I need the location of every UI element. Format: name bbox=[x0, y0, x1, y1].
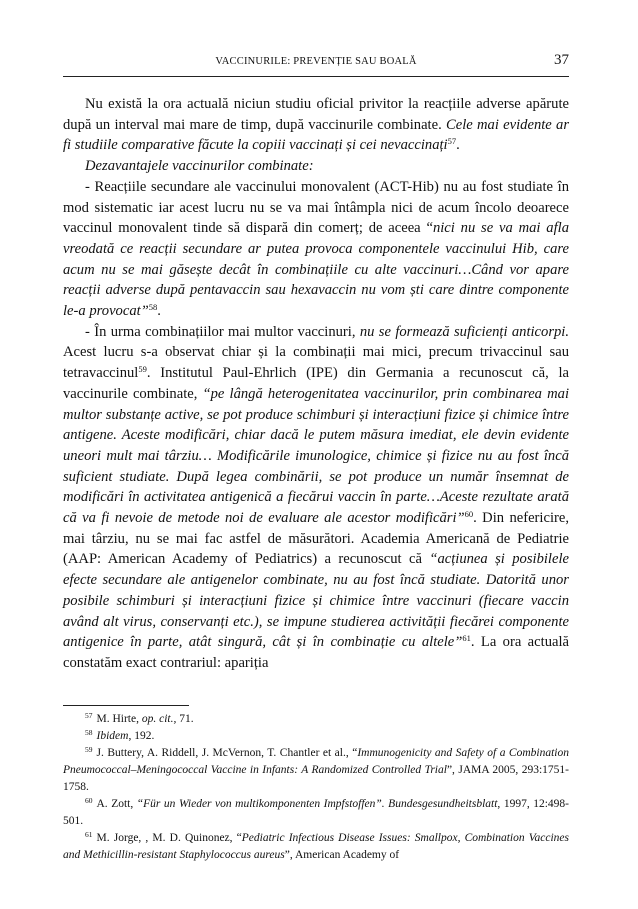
text-run: M. Jorge, , M. D. Quinonez, “ bbox=[96, 832, 242, 844]
running-title: VACCINURILE: PREVENȚIE SAU BOALĂ bbox=[215, 56, 417, 67]
italic-run: Ibidem bbox=[96, 730, 129, 742]
footnote-ref-59[interactable]: 59 bbox=[138, 364, 147, 375]
body-text bbox=[63, 94, 569, 674]
footnote-number: 57 bbox=[85, 711, 93, 720]
text-run: , 192. bbox=[128, 730, 155, 742]
footnote-ref-58[interactable]: 58 bbox=[148, 302, 158, 313]
italic-quote: “acțiunea și posibilele efecte secundare ale antigenelor combinate, nu au fost încă studiate. Datorită unor posibile schimburi și interacțiuni fizice și chimice între vaccinuri (fiecare vaccin având alt virus, conservanți etc.), se impune studierea activității fiecărei componente antigenice în parte, atât singură, cât și în combinație cu altele” bbox=[63, 551, 569, 651]
italic-run: “Für un Wieder von multikomponenten Impfstoffen”. Bundesgesundheitsblatt bbox=[136, 798, 498, 810]
footnote-number: 59 bbox=[85, 745, 93, 754]
text-run: Acest lucru s-a observat chiar și la combinații mai mici, precum trivaccinul sau tetravaccinul bbox=[63, 344, 569, 382]
paragraph-intro bbox=[63, 94, 569, 156]
text-run: M. Hirte, bbox=[96, 713, 142, 725]
footnote-divider bbox=[63, 705, 189, 706]
footnote-number: 58 bbox=[85, 728, 93, 737]
page-number: 37 bbox=[554, 52, 569, 68]
italic-run: op. cit., bbox=[141, 713, 177, 725]
italic-run: Pediatric Infectious Disease Issues: Smallpox, Combination Vaccines and Methicillin-resistant Staphylococcus aureus bbox=[63, 832, 569, 861]
footnote-59 bbox=[63, 745, 569, 796]
text-run: J. Buttery, A. Riddell, J. McVernon, T. Chantler et al., “ bbox=[96, 747, 358, 759]
text-run: . La ora actuală constatăm exact contrariul: apariția bbox=[63, 634, 569, 671]
text-run: - Reacțiile secundare ale vaccinului monovalent (ACT-Hib) nu au fost studiate în mod sistematic iar acest lucru nu se va mai întâmpla nici de acum încolo deoarece vaccinul monovalent tinde să dispară din comerț; de aceea “ bbox=[63, 178, 569, 237]
footnote-58 bbox=[63, 728, 569, 745]
page-header bbox=[63, 54, 569, 77]
text-run: , 1997, 12:498-501. bbox=[63, 798, 569, 827]
text-run: A. Zott, bbox=[96, 798, 137, 810]
italic-run: Immunogenicity and Safety of a Combination Pneumococcal–Meningococcal Vaccine in Infants: A Randomized Controlled Trial bbox=[63, 747, 569, 776]
italic-run: Cele mai evidente ar fi studiile comparative făcute la copiii vaccinați și cei nevaccinați bbox=[63, 116, 570, 154]
footnotes bbox=[63, 711, 569, 864]
subheading: Dezavantajele vaccinurilor combinate: bbox=[85, 158, 314, 175]
italic-run: nu se formează suficienți anticorpi. bbox=[359, 323, 570, 340]
footnote-number: 60 bbox=[85, 796, 93, 805]
italic-quote: nici nu se va mai afla vreodată ce reacții secundare ar putea provoca componentele vaccinului Hib, care acum nu se mai găsește decât în combinațiile cu alte vaccinuri…Când vor apare reacții adverse după pentavaccin sau hexavaccin nu vom ști care dintre componente le-a provocat” bbox=[63, 220, 569, 320]
text-run: . Din nefericire, mai târziu, nu se mai fac astfel de măsurători. Academia Americană de Pediatrie (AAP: American Academy of Pediatrics) a recunoscut că bbox=[63, 510, 569, 568]
text-run: Nu există la ora actuală niciun studiu oficial privitor la reacțiile adverse apărute după un interval mai mare de timp, după vaccinurile combinate. bbox=[63, 96, 569, 133]
text-run: . bbox=[456, 137, 460, 154]
text-run: ”, JAMA 2005, 293:1751-1758. bbox=[63, 764, 569, 793]
footnote-61 bbox=[63, 830, 569, 864]
paragraph-antibodies bbox=[63, 322, 569, 674]
paragraph-subheading bbox=[63, 156, 569, 177]
footnote-ref-60[interactable]: 60 bbox=[464, 509, 474, 520]
footnote-57 bbox=[63, 711, 569, 728]
paragraph-hib bbox=[63, 177, 569, 322]
text-run: 71. bbox=[176, 713, 194, 725]
text-run: ”, American Academy of bbox=[284, 849, 400, 861]
italic-quote: “pe lângă heterogenitatea vaccinurilor, prin combinarea mai multor substanțe active, se pot produce schimburi și interacțiuni fizice și chimice între antigene. Aceste modificări, chiar dacă le putem măsura imediat, ele devin evidente uneori mult mai târziu… Modificările imunologice, chimice și fizice nu au fost încă suficient studiate. După legea combinării, se pot produce un număr însemnat de modificări în activitatea antigenică a fiecărui vaccin în parte…Aceste rezultate arată că va fi nevoie de metode noi de evaluare ale acestor modificări” bbox=[63, 385, 569, 527]
footnote-ref-57[interactable]: 57 bbox=[447, 136, 457, 147]
footnote-ref-61[interactable]: 61 bbox=[462, 633, 471, 644]
footnote-60 bbox=[63, 796, 569, 830]
text-run: . Institutul Paul-Ehrlich (IPE) din Germania a recunoscut că, la vaccinurile combinate, bbox=[63, 365, 569, 402]
text-run: - În urma combinațiilor mai multor vaccinuri, bbox=[85, 323, 360, 340]
text-run: . bbox=[157, 303, 161, 320]
footnote-number: 61 bbox=[85, 830, 93, 839]
